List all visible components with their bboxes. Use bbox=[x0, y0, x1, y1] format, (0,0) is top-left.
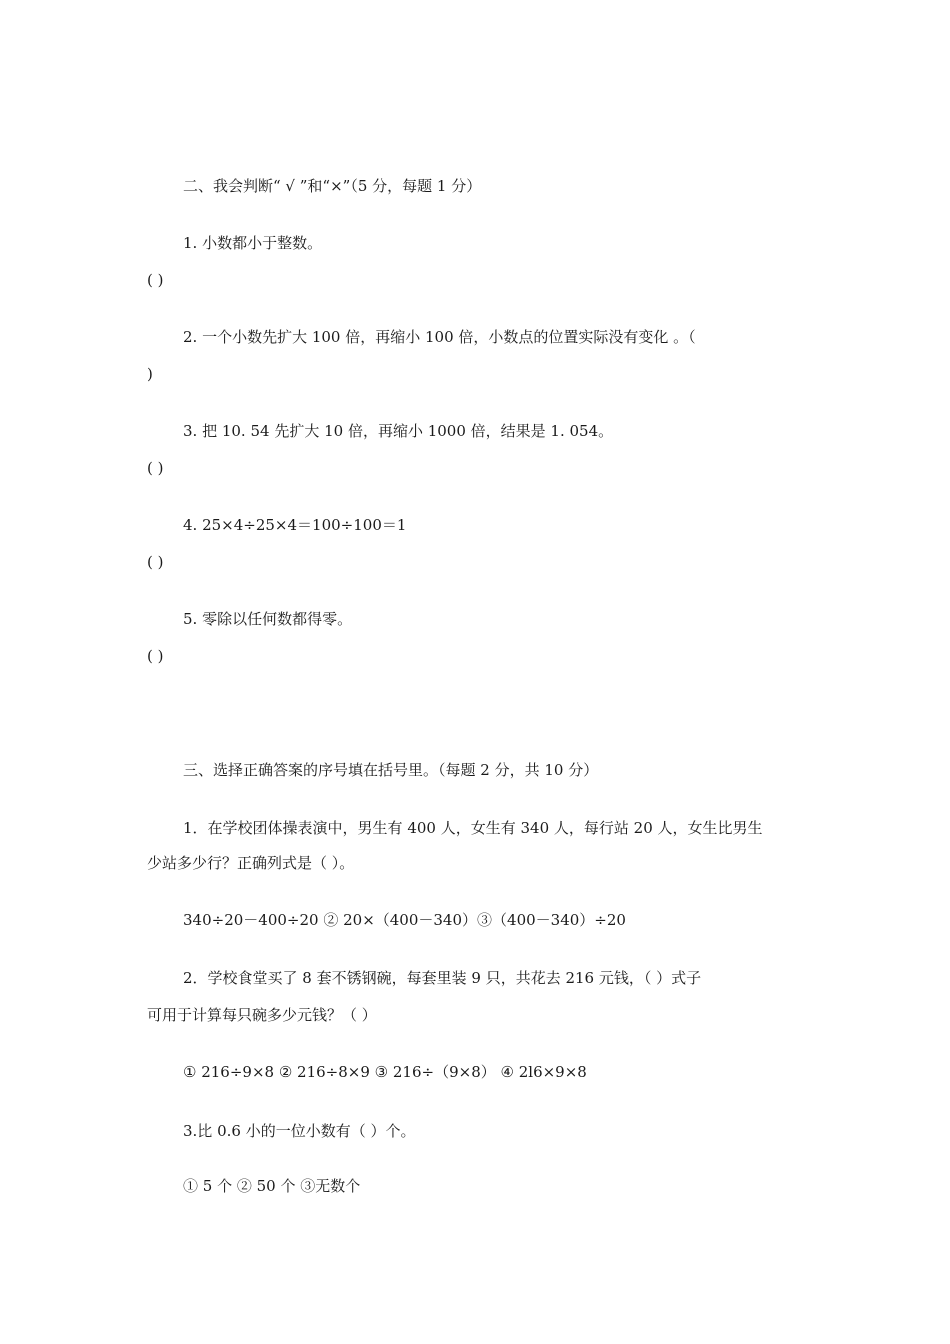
choice-q1-options: 340÷20－400÷20 ② 20×（400－340）③（400－340）÷20 bbox=[183, 911, 626, 929]
choice-q1-line2: 少站多少行？正确列式是（ ）。 bbox=[147, 854, 355, 872]
answer-bracket-1[interactable]: ( ) bbox=[147, 271, 164, 289]
section-3-heading: 三、选择正确答案的序号填在括号里。（每题 2 分，共 10 分） bbox=[183, 761, 599, 779]
judge-item-3: 3. 把 10. 54 先扩大 10 倍，再缩小 1000 倍，结果是 1. 054。 bbox=[183, 422, 614, 440]
answer-bracket-3[interactable]: ( ) bbox=[147, 459, 164, 477]
choice-q2-options: ① 216÷9×8 ② 216÷8×9 ③ 216÷（9×8） ④ 2l6×9×8 bbox=[183, 1063, 587, 1081]
answer-bracket-5[interactable]: ( ) bbox=[147, 647, 164, 665]
judge-item-2: 2. 一个小数先扩大 100 倍，再缩小 100 倍，小数点的位置实际没有变化 。（ bbox=[183, 328, 696, 346]
choice-q1-line1: 1．在学校团体操表演中，男生有 400 人，女生有 340 人，每行站 20 人，女生比男生 bbox=[183, 819, 763, 837]
answer-bracket-2[interactable]: ) bbox=[147, 365, 153, 383]
judge-item-4: 4. 25×4÷25×4＝100÷100＝1 bbox=[183, 516, 407, 534]
judge-item-1: 1. 小数都小于整数。 bbox=[183, 234, 323, 252]
choice-q2-line1: 2．学校食堂买了 8 套不锈钢碗，每套里装 9 只，共花去 216 元钱，（ ）式子 bbox=[183, 969, 702, 987]
choice-q3-line1: 3.比 0.6 小的一位小数有（ ）个。 bbox=[183, 1122, 416, 1140]
answer-bracket-4[interactable]: ( ) bbox=[147, 553, 164, 571]
choice-q3-options: ① 5 个 ② 50 个 ③无数个 bbox=[183, 1177, 361, 1195]
section-2-heading: 二、我会判断“ √ ”和“×”（5 分，每题 1 分） bbox=[183, 177, 482, 195]
choice-q2-line2: 可用于计算每只碗多少元钱？（ ） bbox=[147, 1006, 377, 1024]
judge-item-5: 5. 零除以任何数都得零。 bbox=[183, 610, 353, 628]
